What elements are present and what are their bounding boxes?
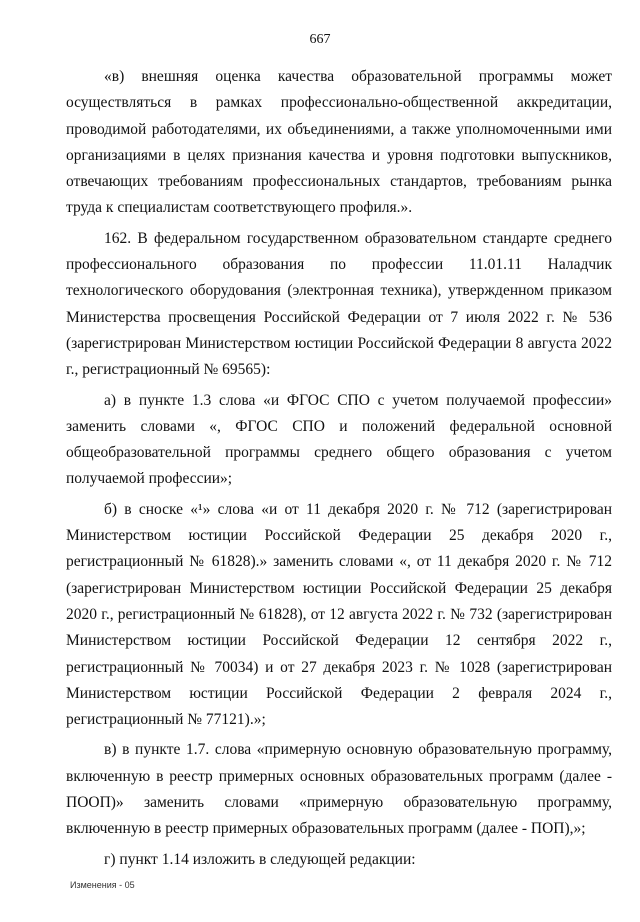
page-number: 667	[309, 32, 331, 47]
paragraph-g: г) пункт 1.14 изложить в следующей редакции:	[104, 850, 416, 868]
paragraph-a: а) в пункте 1.3 слова «и ФГОС СПО с учетом получаемой профессии» заменить словами «, ФГОС СПО и положений федеральной основной общеобразовательной программы среднего общего образования с учетом получаемой профессии»;	[66, 391, 612, 488]
paragraph-162: 162. В федеральном государственном образовательном стандарте среднего профессионального образования по профессии 11.01.11 Наладчик технологического оборудования (электронная техника), утвержденном приказом Министерства просвещения Российской Федерации от 7 июля 2022 г. № 536 (зарегистрирован Министерством юстиции Российской Федерации 8 августа 2022 г., регистрационный № 69565):	[66, 229, 612, 379]
paragraph-quote-v: «в) внешняя оценка качества образовательной программы может осуществляться в рамках профессионально-общественной аккредитации, проводимой работодателями, их объединениями, а также уполномоченными ими организациями в целях признания качества и уровня подготовки выпускников, отвечающих требованиям профессиональных стандартов, требованиям рынка труда к специалистам соответствующего профиля.».	[66, 68, 612, 217]
document-body	[66, 64, 612, 873]
paragraph-b: б) в сноске «¹» слова «и от 11 декабря 2020 г. № 712 (зарегистрирован Министерством юстиции Российской Федерации 25 декабря 2020 г., регистрационный № 61828).» заменить словами «, от 11 декабря 2020 г. № 712 (зарегистрирован Министерством юстиции Российской Федерации 25 декабря 2020 г., регистрационный № 61828), от 12 августа 2022 г. № 732 (зарегистрирован Министерством юстиции Российской Федерации 12 сентября 2022 г., регистрационный № 70034) и от 27 декабря 2023 г. № 1028 (зарегистрирован Министерством юстиции Российской Федерации 2 февраля 2024 г., регистрационный № 77121).»;	[66, 500, 612, 729]
footer-label: Изменения - 05	[70, 880, 135, 890]
paragraph-v: в) в пункте 1.7. слова «примерную основную образовательную программу, включенную в реестр примерных основных образовательных программ (далее - ПООП)» заменить словами «примерную образовательную программу, включенную в реестр примерных образовательных программ (далее - ПОП),»;	[66, 741, 612, 838]
